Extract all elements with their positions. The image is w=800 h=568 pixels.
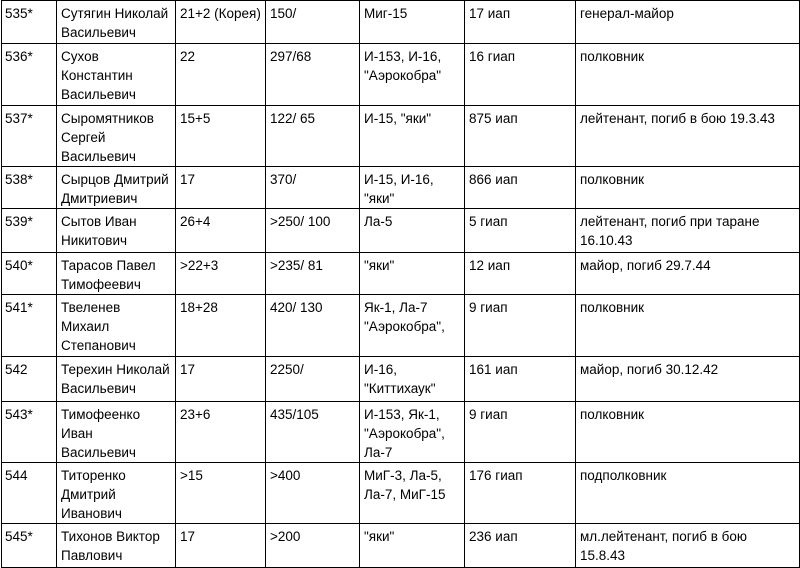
rank-note: генерал-майор bbox=[576, 1, 800, 44]
rank-note: полковник bbox=[576, 295, 800, 357]
aircraft-types: Миг-15 bbox=[360, 1, 465, 44]
aircraft-types: И-16, "Киттихаук" bbox=[360, 357, 465, 402]
rank-note: майор, погиб 29.7.44 bbox=[576, 253, 800, 295]
unit: 161 иап bbox=[465, 357, 576, 402]
victories: 17 bbox=[176, 167, 266, 209]
unit: 16 гиап bbox=[465, 44, 576, 106]
sorties-battles: 122/ 65 bbox=[266, 106, 360, 167]
table-row bbox=[2, 106, 800, 167]
victories: 26+4 bbox=[176, 209, 266, 253]
row-number: 537* bbox=[2, 106, 57, 167]
unit: 176 гиап bbox=[465, 463, 576, 524]
row-number: 540* bbox=[2, 253, 57, 295]
victories: >15 bbox=[176, 463, 266, 524]
victories: 21+2 (Корея) bbox=[176, 1, 266, 44]
rank-note: подполковник bbox=[576, 463, 800, 524]
pilot-name: Сытов Иван Никитович bbox=[57, 209, 176, 253]
victories: 17 bbox=[176, 524, 266, 568]
table-row bbox=[2, 209, 800, 253]
unit: 17 иап bbox=[465, 1, 576, 44]
sorties-battles: 370/ bbox=[266, 167, 360, 209]
row-number: 538* bbox=[2, 167, 57, 209]
row-number: 545* bbox=[2, 524, 57, 568]
unit: 9 гиап bbox=[465, 402, 576, 463]
pilot-name: Терехин Николай Васильевич bbox=[57, 357, 176, 402]
victories: 15+5 bbox=[176, 106, 266, 167]
pilot-name: Тарасов Павел Тимофеевич bbox=[57, 253, 176, 295]
aircraft-types: И-15, И-16, "яки" bbox=[360, 167, 465, 209]
aircraft-types: "яки" bbox=[360, 524, 465, 568]
victories: 18+28 bbox=[176, 295, 266, 357]
table-row bbox=[2, 402, 800, 463]
aircraft-types: И-15, "яки" bbox=[360, 106, 465, 167]
row-number: 536* bbox=[2, 44, 57, 106]
pilot-name: Сыромятников Сергей Васильевич bbox=[57, 106, 176, 167]
table-row bbox=[2, 524, 800, 568]
aircraft-types: Ла-5 bbox=[360, 209, 465, 253]
pilot-name: Тимофеенко Иван Васильевич bbox=[57, 402, 176, 463]
aircraft-types: МиГ-3, Ла-5, Ла-7, МиГ-15 bbox=[360, 463, 465, 524]
unit: 875 иап bbox=[465, 106, 576, 167]
pilot-name: Титоренко Дмитрий Иванович bbox=[57, 463, 176, 524]
table-row bbox=[2, 357, 800, 402]
aircraft-types: "яки" bbox=[360, 253, 465, 295]
unit: 9 гиап bbox=[465, 295, 576, 357]
aircraft-types: И-153, И-16, "Аэрокобра" bbox=[360, 44, 465, 106]
unit: 12 иап bbox=[465, 253, 576, 295]
sorties-battles: >250/ 100 bbox=[266, 209, 360, 253]
sorties-battles: >400 bbox=[266, 463, 360, 524]
unit: 5 гиап bbox=[465, 209, 576, 253]
pilot-name: Сухов Константин Васильевич bbox=[57, 44, 176, 106]
rank-note: мл.лейтенант, погиб в бою 15.8.43 bbox=[576, 524, 800, 568]
sorties-battles: >235/ 81 bbox=[266, 253, 360, 295]
row-number: 542 bbox=[2, 357, 57, 402]
pilot-name: Тихонов Виктор Павлович bbox=[57, 524, 176, 568]
pilots-table bbox=[1, 0, 800, 568]
pilot-name: Твеленев Михаил Степанович bbox=[57, 295, 176, 357]
sorties-battles: 297/68 bbox=[266, 44, 360, 106]
victories: >22+3 bbox=[176, 253, 266, 295]
pilot-name: Сутягин Николай Васильевич bbox=[57, 1, 176, 44]
sorties-battles: 420/ 130 bbox=[266, 295, 360, 357]
sorties-battles: >200 bbox=[266, 524, 360, 568]
row-number: 543* bbox=[2, 402, 57, 463]
table-row bbox=[2, 44, 800, 106]
row-number: 544 bbox=[2, 463, 57, 524]
rank-note: лейтенант, погиб в бою 19.3.43 bbox=[576, 106, 800, 167]
row-number: 539* bbox=[2, 209, 57, 253]
rank-note: майор, погиб 30.12.42 bbox=[576, 357, 800, 402]
table-row bbox=[2, 253, 800, 295]
rank-note: полковник bbox=[576, 402, 800, 463]
victories: 23+6 bbox=[176, 402, 266, 463]
sorties-battles: 2250/ bbox=[266, 357, 360, 402]
sorties-battles: 150/ bbox=[266, 1, 360, 44]
aircraft-types: Як-1, Ла-7 "Аэрокобра", bbox=[360, 295, 465, 357]
victories: 22 bbox=[176, 44, 266, 106]
sorties-battles: 435/105 bbox=[266, 402, 360, 463]
rank-note: полковник bbox=[576, 167, 800, 209]
victories: 17 bbox=[176, 357, 266, 402]
table-row bbox=[2, 295, 800, 357]
pilots-table-body bbox=[2, 1, 800, 568]
table-row bbox=[2, 167, 800, 209]
aircraft-types: И-153, Як-1, "Аэрокобра", Ла-7 bbox=[360, 402, 465, 463]
unit: 866 иап bbox=[465, 167, 576, 209]
rank-note: полковник bbox=[576, 44, 800, 106]
pilot-name: Сырцов Дмитрий Дмитриевич bbox=[57, 167, 176, 209]
unit: 236 иап bbox=[465, 524, 576, 568]
rank-note: лейтенант, погиб при таране 16.10.43 bbox=[576, 209, 800, 253]
table-row bbox=[2, 463, 800, 524]
row-number: 535* bbox=[2, 1, 57, 44]
table-row bbox=[2, 1, 800, 44]
row-number: 541* bbox=[2, 295, 57, 357]
